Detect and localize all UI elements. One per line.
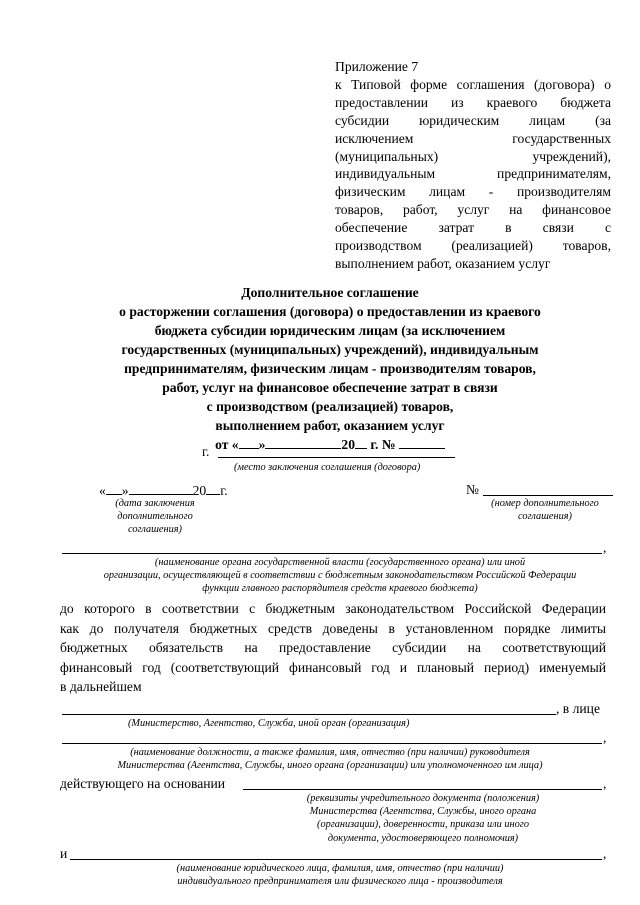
date-year-blank[interactable] — [206, 482, 220, 495]
official-comma: , — [603, 730, 607, 745]
ministry-blank[interactable] — [62, 714, 556, 715]
date-year: 20 — [192, 483, 207, 498]
paragraph-line: финансовый год (соответствующий финансовый год и плановый период) именуемый — [60, 659, 606, 675]
paragraph-line: до которого в соответствии с бюджетным законодательством Российской Федерации — [60, 601, 606, 616]
date-day-blank[interactable] — [106, 482, 122, 495]
open-quote: « — [99, 483, 106, 498]
appendix-line: к Типовой форме соглашения (договора) о — [335, 76, 611, 92]
caption-line: Министерства (Агентства, Службы, иного органа (организации) или уполномоченного им лица) — [117, 760, 543, 772]
recipient-blank[interactable] — [70, 859, 602, 860]
date-year-suffix: г. — [220, 483, 228, 498]
basis-blank[interactable] — [243, 789, 602, 790]
caption-line: (наименование юридического лица, фамилия, имя, отчество (при наличии) — [176, 863, 504, 874]
title-line: работ, услуг на финансовое обеспечение затрат в связи — [162, 380, 498, 395]
month-blank[interactable] — [265, 436, 341, 449]
caption-line: (реквизиты учредительного документа (положения) — [306, 793, 540, 804]
title-line: Дополнительное соглашение — [241, 285, 419, 300]
authority-caption — [60, 556, 620, 596]
number-blank[interactable] — [399, 436, 445, 449]
appendix-line: физическим лицам - производителям — [335, 184, 611, 200]
caption-line: организации, осуществляющей в соответствии с бюджетным законодательством Российской Федерации — [103, 570, 577, 582]
appendix-line: обеспечение затрат в связи с — [335, 220, 611, 236]
paragraph-line: в дальнейшем — [60, 679, 142, 694]
title-date-line — [60, 435, 600, 454]
place-caption: (место заключения соглашения (договора) — [234, 462, 421, 473]
document-title — [60, 283, 600, 454]
caption-line: дополнительного — [117, 511, 193, 523]
appendix-line: Приложение 7 — [335, 59, 419, 74]
date-prefix: от « — [215, 437, 239, 452]
appendix-line: товаров, работ, услуг на финансовое — [335, 202, 611, 218]
paragraph-line: бюджетных обязательств на предоставление субсидии на соответствующий — [60, 640, 606, 655]
basis-caption — [243, 792, 603, 845]
number-prefix: № — [466, 482, 479, 497]
caption-line: (наименование должности, а также фамилия, имя, отчество (при наличии) руководителя — [130, 747, 530, 758]
paragraph-line: как до получателя бюджетных средств доведены в установленном порядке лимиты — [60, 620, 606, 636]
agreement-number-blank[interactable] — [483, 495, 613, 496]
date-caption — [100, 497, 210, 537]
official-blank[interactable] — [62, 743, 602, 744]
main-paragraph — [60, 599, 606, 697]
date-mid: » — [258, 437, 266, 452]
caption-line: (наименование органа государственной власти (государственного органа) или иной — [154, 557, 526, 568]
place-blank[interactable] — [218, 457, 455, 458]
basis-label: действующего на основании — [60, 776, 226, 791]
caption-line: (номер дополнительного — [491, 498, 599, 509]
appendix-line: исключением государственных — [335, 130, 611, 146]
recipient-prefix: и — [60, 846, 68, 861]
close-quote: » — [121, 483, 129, 498]
caption-line: Министерства (Агентства, Службы, иного органа — [309, 806, 537, 818]
title-line: о расторжении соглашения (договора) о предоставлении из краевого — [119, 304, 541, 319]
caption-line: соглашения) — [518, 511, 572, 523]
place-prefix: г. — [202, 444, 210, 459]
official-caption — [40, 746, 620, 772]
date-month-blank[interactable] — [129, 482, 193, 495]
title-line: бюджета субсидии юридическим лицам (за исключением — [154, 323, 506, 338]
appendix-line: (муниципальных) учреждений), — [335, 148, 611, 164]
recipient-comma: , — [603, 846, 607, 861]
authority-blank[interactable] — [62, 553, 602, 554]
appendix-line: субсидии юридическим лицам (за — [335, 112, 611, 128]
basis-comma: , — [603, 776, 607, 791]
caption-line: (организации), доверенности, приказа или иного — [317, 819, 529, 831]
title-line: государственных (муниципальных) учреждений), индивидуальным — [121, 342, 539, 357]
title-line: предпринимателям, физическим лицам - производителям товаров, — [124, 361, 536, 376]
caption-line: функции главного распорядителя средств краевого бюджета) — [202, 583, 478, 595]
date-suffix: г. № — [370, 437, 396, 452]
ministry-caption: (Министерство, Агентство, Служба, иной орган (организация) — [128, 718, 410, 729]
appendix-block — [335, 58, 611, 273]
appendix-line: индивидуальным предпринимателям, — [335, 166, 611, 182]
title-line: с производством (реализацией) товаров, — [206, 399, 454, 414]
day-blank[interactable] — [239, 436, 259, 449]
appendix-line: предоставлении из краевого бюджета — [335, 94, 611, 110]
caption-line: (дата заключения — [115, 498, 195, 509]
caption-line: документа, удостоверяющего полномочия) — [327, 832, 519, 844]
title-line: выполнением работ, оказанием услуг — [215, 418, 445, 433]
ministry-suffix: , в лице — [556, 701, 600, 716]
recipient-caption — [80, 862, 600, 888]
number-caption — [470, 497, 620, 523]
year-blank[interactable] — [355, 436, 367, 449]
authority-comma: , — [603, 540, 607, 555]
appendix-line: производством (реализацией) товаров, — [335, 238, 611, 254]
caption-line: индивидуального предпринимателя или физического лица - производителя — [177, 876, 503, 888]
date-year: 20 — [341, 437, 355, 452]
caption-line: соглашения) — [128, 524, 182, 536]
appendix-line: выполнением работ, оказанием услуг — [335, 255, 551, 271]
